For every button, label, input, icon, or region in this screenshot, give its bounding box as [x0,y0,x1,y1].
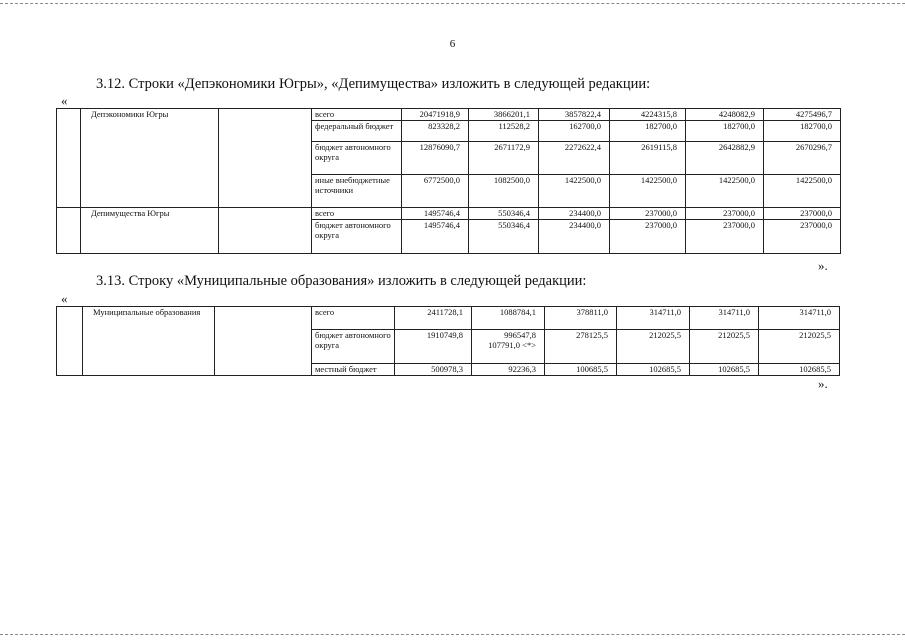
value-cell: 550346,4 [469,220,539,254]
value-cell: 314711,0 [617,307,690,330]
section-313-heading: 3.13. Строку «Муниципальные образования» изложить в следующей редакции: [96,273,587,289]
value-cell: 182700,0 [686,121,764,142]
blank-cell [57,208,81,254]
value-cell: 2670296,7 [764,142,841,175]
value-cell: 237000,0 [610,220,686,254]
value-cell: 1422500,0 [539,175,610,208]
row-group-name: Муниципальные образования [83,307,215,376]
value-cell: 92236,3 [472,364,545,376]
value-cell: 4248082,9 [686,109,764,121]
funding-source: бюджет автономного округа [312,220,402,254]
blank-cell [57,307,83,376]
value-cell: 237000,0 [686,208,764,220]
value-cell: 182700,0 [610,121,686,142]
value-cell: 212025,5 [617,330,690,364]
value-cell: 1910749,8 [395,330,472,364]
row-group-name: Депэкономики Югры [81,109,219,208]
value-cell: 1088784,1 [472,307,545,330]
value-cell: 212025,5 [690,330,759,364]
value-cell: 6772500,0 [402,175,469,208]
row-group-name: Депимущества Югры [81,208,219,254]
section-312-heading: 3.12. Строки «Депэкономики Югры», «Депимущества» изложить в следующей редакции: [96,76,651,92]
funding-source: федеральный бюджет [312,121,402,142]
value-cell: 1422500,0 [610,175,686,208]
value-cell: 237000,0 [764,208,841,220]
value-cell: 4275496,7 [764,109,841,121]
section-313-table [56,306,840,376]
table-row [57,307,840,330]
blank-cell [57,109,81,208]
scan-top-edge [0,3,905,4]
funding-source: бюджет автономного округа [312,330,395,364]
value-cell: 550346,4 [469,208,539,220]
page-number: 6 [449,38,456,50]
blank-cell [219,208,312,254]
value-cell: 100685,5 [545,364,617,376]
value-cell: 2642882,9 [686,142,764,175]
funding-source: бюджет автономного округа [312,142,402,175]
value-cell: 2272622,4 [539,142,610,175]
value-cell: 3857822,4 [539,109,610,121]
value-cell: 20471918,9 [402,109,469,121]
value-cell: 2411728,1 [395,307,472,330]
value-cell: 112528,2 [469,121,539,142]
value-cell: 2619115,8 [610,142,686,175]
table-row [57,208,841,220]
value-cell: 278125,5 [545,330,617,364]
value-cell: 162700,0 [539,121,610,142]
value-cell: 102685,5 [690,364,759,376]
scan-bottom-edge [0,634,905,635]
section-312-table [56,108,841,254]
value-cell: 2671172,9 [469,142,539,175]
value-cell: 500978,3 [395,364,472,376]
blank-cell [219,109,312,208]
value-cell: 212025,5 [759,330,840,364]
value-cell: 1495746,4 [402,208,469,220]
funding-source: иные внебюджетные источники [312,175,402,208]
value-cell: 1082500,0 [469,175,539,208]
value-cell: 237000,0 [610,208,686,220]
value-cell: 102685,5 [759,364,840,376]
value-cell: 1495746,4 [402,220,469,254]
value-cell: 1422500,0 [764,175,841,208]
value-cell: 237000,0 [686,220,764,254]
section-312-close-quote: ». [818,258,828,273]
value-cell: 996547,8 107791,0 <*> [472,330,545,364]
value-cell: 102685,5 [617,364,690,376]
section-312-open-quote: « [61,93,68,108]
value-cell: 314711,0 [759,307,840,330]
value-cell: 12876090,7 [402,142,469,175]
value-cell: 1422500,0 [686,175,764,208]
funding-source: местный бюджет [312,364,395,376]
value-cell: 3866201,1 [469,109,539,121]
value-cell: 182700,0 [764,121,841,142]
table-row [57,109,841,121]
value-cell: 823328,2 [402,121,469,142]
blank-cell [215,307,312,376]
value-cell: 378811,0 [545,307,617,330]
value-cell: 234400,0 [539,208,610,220]
value-cell: 234400,0 [539,220,610,254]
section-313-open-quote: « [61,291,68,306]
value-cell: 4224315,8 [610,109,686,121]
funding-source: всего [312,307,395,330]
value-cell: 237000,0 [764,220,841,254]
value-cell: 314711,0 [690,307,759,330]
funding-source: всего [312,109,402,121]
section-313-close-quote: ». [818,376,828,391]
funding-source: всего [312,208,402,220]
